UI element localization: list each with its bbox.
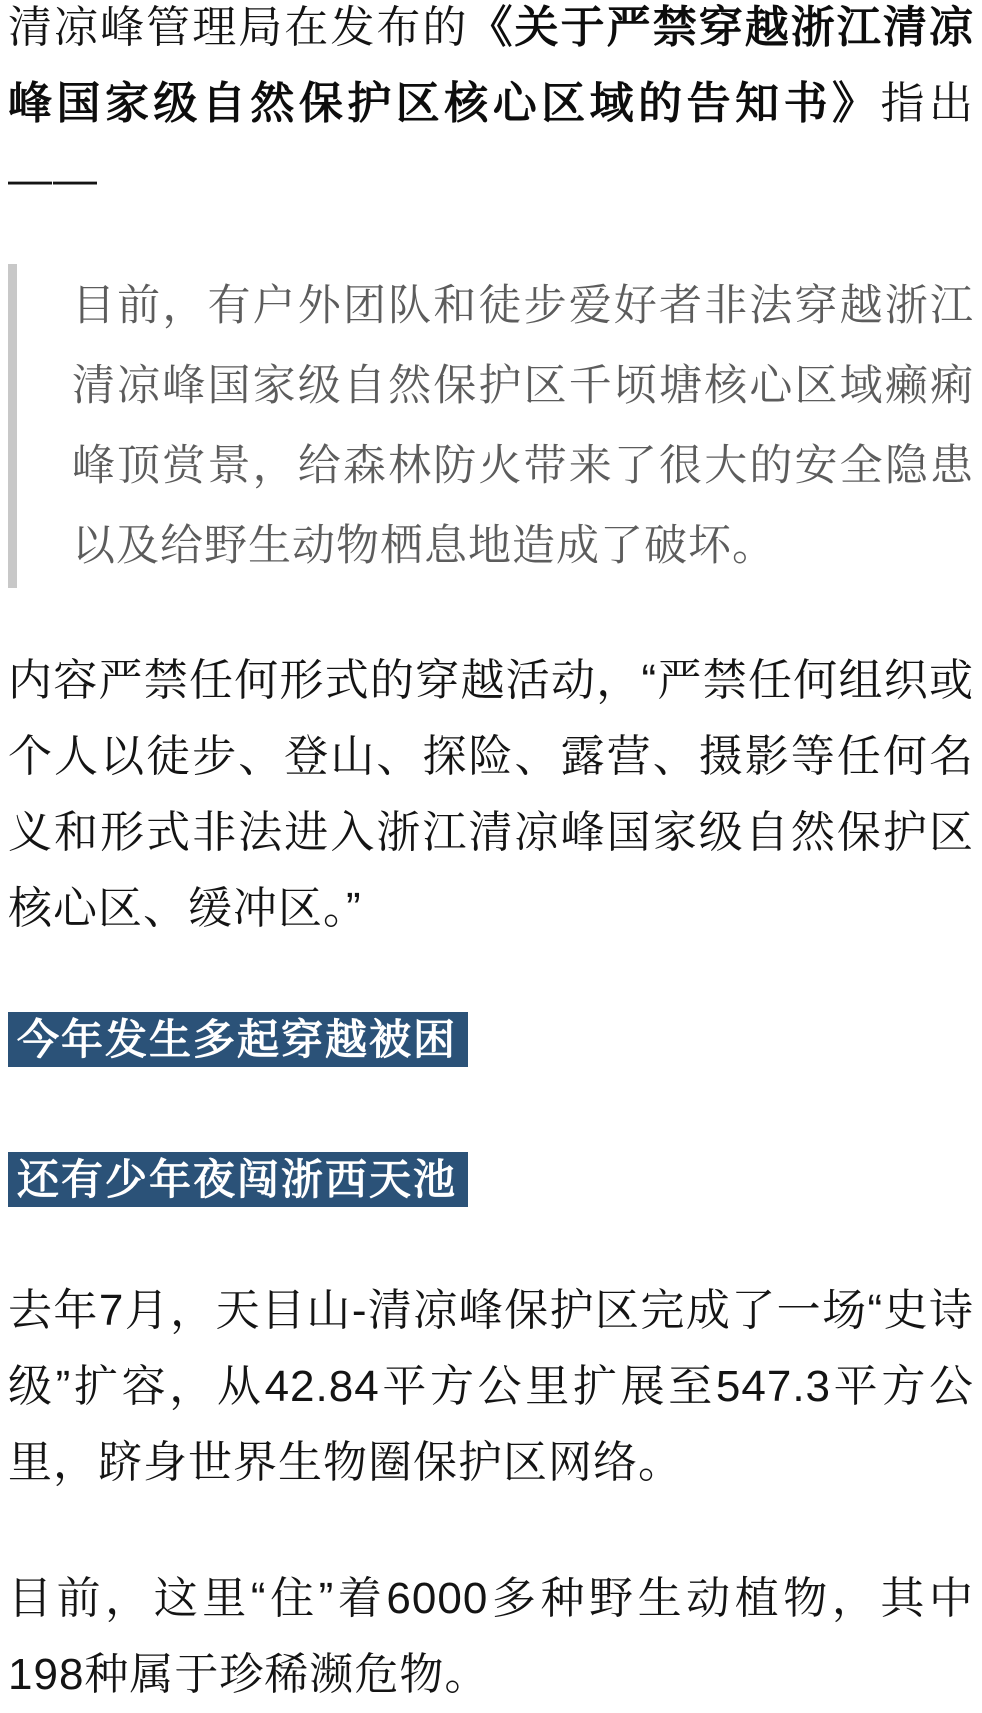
expansion-paragraph: 去年7月，天目山-清凉峰保护区完成了一场“史诗级”扩容，从42.84平方公里扩展至547.3平方公里，跻身世界生物圈保护区网络。 [8, 1286, 974, 1487]
headline-crossing-trapped: 今年发生多起穿越被困 [8, 1012, 468, 1067]
rules-paragraph: 内容严禁任何形式的穿越活动，“严禁任何组织或个人以徒步、登山、探险、露营、摄影等任何名义和形式非法进入浙江清凉峰国家级自然保护区核心区、缓冲区。” [8, 656, 974, 933]
headline-night-tianchi: 还有少年夜闯浙西天池 [8, 1152, 468, 1207]
document-title: 《关于严禁穿越浙江清凉峰国家级自然保护区核心区域的告知书》 [8, 3, 974, 128]
quote-block [8, 264, 974, 588]
wildlife-paragraph: 目前，这里“住”着6000多种野生动植物，其中198种属于珍稀濒危物。 [8, 1574, 974, 1699]
intro-prefix: 清凉峰管理局在发布的 [8, 3, 469, 52]
intro-suffix: 指出—— [8, 79, 975, 204]
quote-text: 目前，有户外团队和徒步爱好者非法穿越浙江清凉峰国家级自然保护区千顷塘核心区域癞痢峰顶赏景，给森林防火带来了很大的安全隐患以及给野生动物栖息地造成了破坏。 [72, 282, 974, 570]
intro-paragraph [8, 0, 974, 218]
